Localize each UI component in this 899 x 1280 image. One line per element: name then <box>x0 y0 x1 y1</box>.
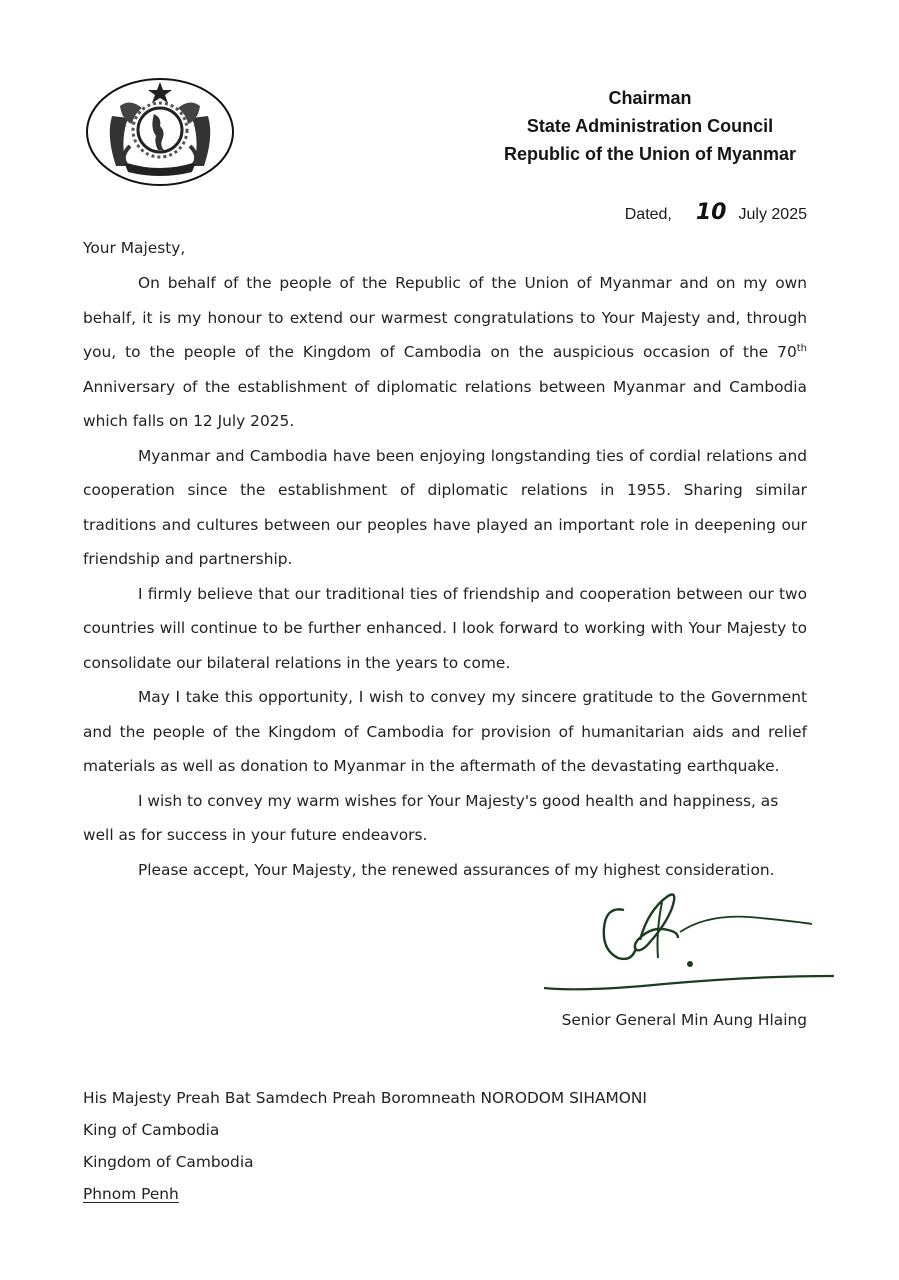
state-seal-icon <box>84 76 236 188</box>
paragraph-4: May I take this opportunity, I wish to convey my sincere gratitude to the Government and the people of the Kingdom of Cambodia for provision of humanitarian aids and relief materials as well as donation to Myanmar in the aftermath of the devastating earthquake. <box>83 688 807 775</box>
recipient-title: King of Cambodia <box>83 1121 220 1139</box>
salutation: Your Majesty, <box>83 239 186 257</box>
letter-body <box>83 233 807 887</box>
paragraph-5: I wish to convey my warm wishes for Your Majesty's good health and happiness, as well as for success in your future endeavors. <box>83 791 779 844</box>
letterhead-office: Chairman <box>608 88 692 108</box>
paragraph-3: I firmly believe that our traditional ties of friendship and cooperation between our two countries will continue to be further enhanced. I look forward to working with Your Majesty to consolidate our bilateral relations in the years to come. <box>83 584 807 672</box>
date-month-year: July 2025 <box>738 206 807 223</box>
signer-name: Senior General Min Aung Hlaing <box>561 1011 807 1029</box>
paragraph-1-text-a: On behalf of the people of the Republic of the Union of Myanmar and on my own behalf, it is my honour to extend our warmest congratulations to Your Majesty and, through you, to the people of the Kingdom of Cambodia on the auspicious occasion of the 70 <box>83 274 807 361</box>
ordinal-suffix: th <box>796 342 807 354</box>
date-line <box>625 200 807 225</box>
recipient-name: His Majesty Preah Bat Samdech Preah Boromneath NORODOM SIHAMONI <box>83 1089 647 1107</box>
recipient-city: Phnom Penh <box>83 1185 179 1203</box>
paragraph-6-closing: Please accept, Your Majesty, the renewed assurances of my highest consideration. <box>138 860 775 879</box>
letterhead <box>430 84 870 168</box>
date-day-handwritten: 10 <box>695 200 727 225</box>
paragraph-1-text-b: Anniversary of the establishment of diplomatic relations between Myanmar and Cambodia which falls on 12 July 2025. <box>83 377 807 430</box>
date-prefix: Dated, <box>624 206 672 223</box>
paragraph-2: Myanmar and Cambodia have been enjoying longstanding ties of cordial relations and cooperation since the establishment of diplomatic relations in 1955. Sharing similar traditions and cultures between our peoples have played an important role in deepening our friendship and partnership. <box>83 446 807 568</box>
recipient-address <box>83 1082 647 1210</box>
letterhead-council: State Administration Council <box>526 116 774 136</box>
paragraph-1 <box>83 266 807 439</box>
handwritten-signature <box>540 880 840 1000</box>
letterhead-country: Republic of the Union of Myanmar <box>503 144 796 164</box>
recipient-country: Kingdom of Cambodia <box>83 1153 254 1171</box>
